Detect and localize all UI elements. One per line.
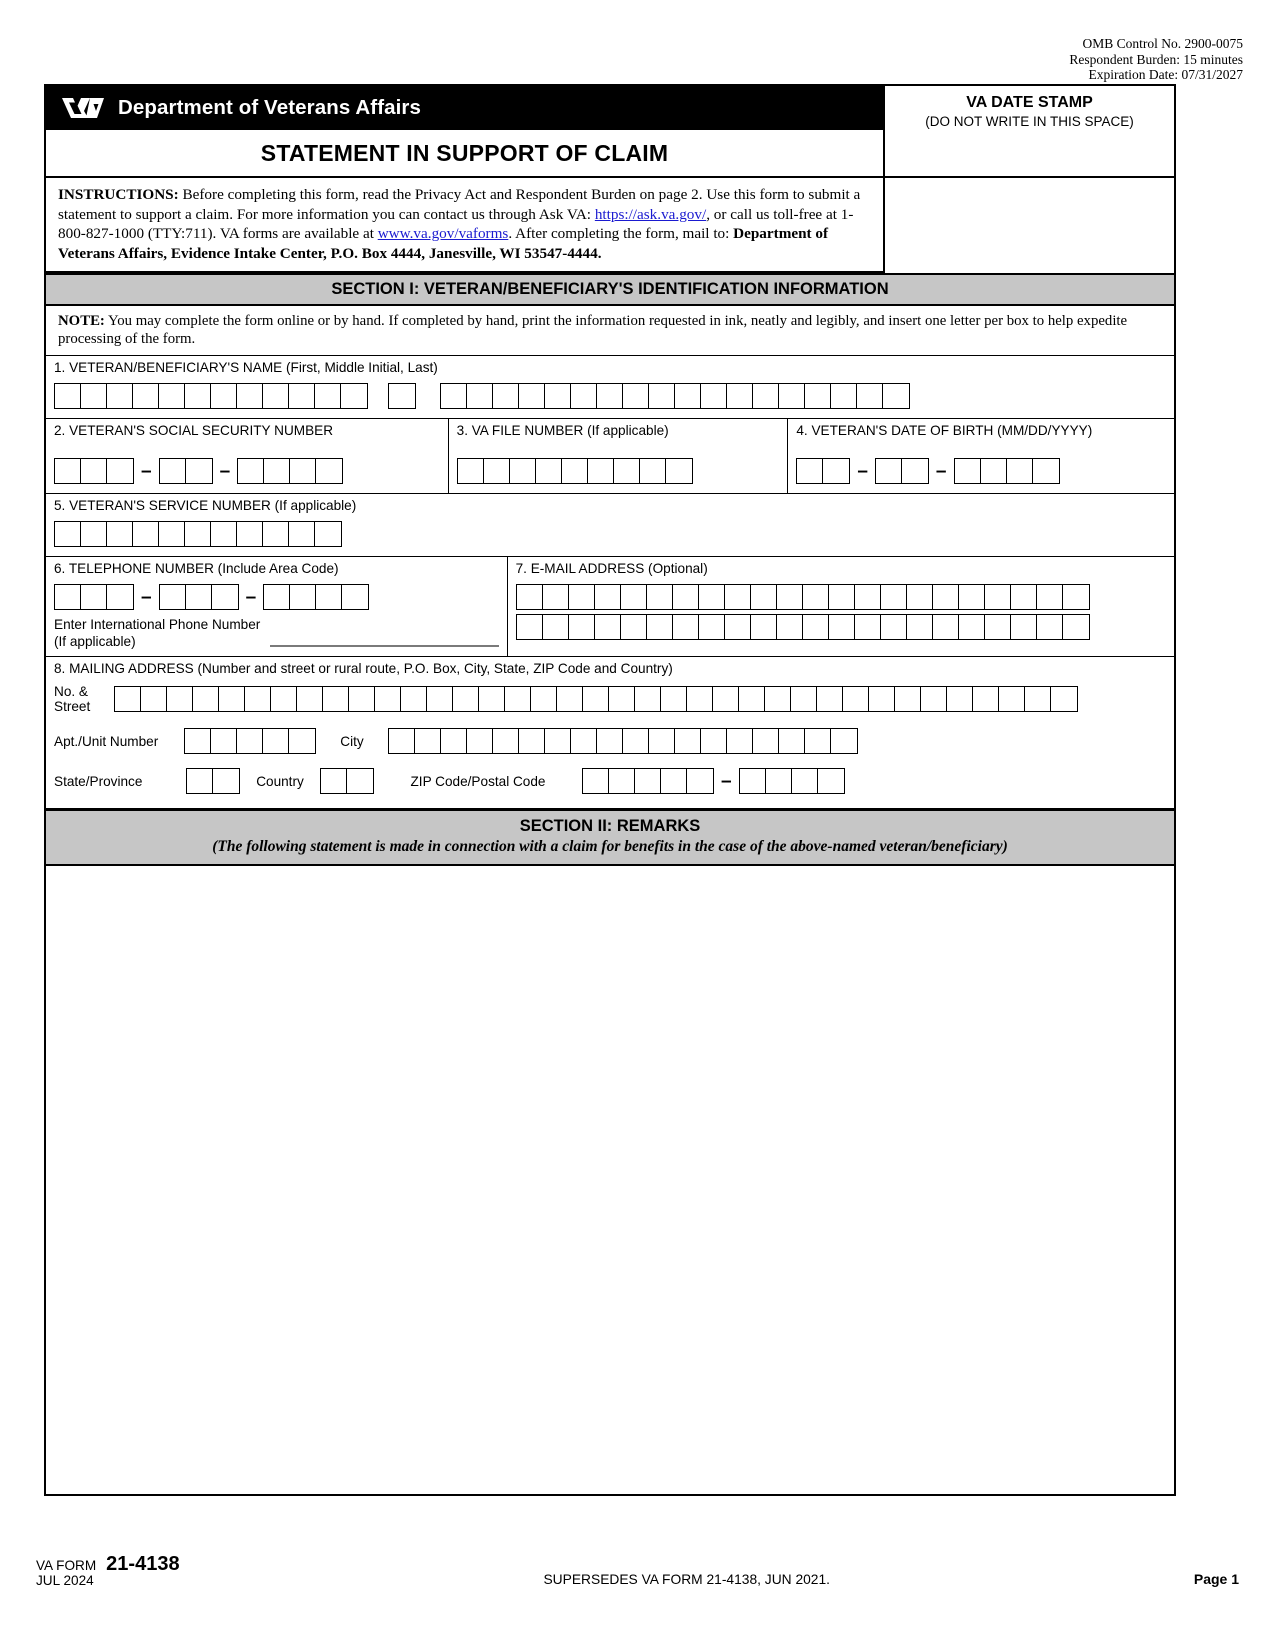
comb-cell[interactable]: [211, 729, 237, 753]
comb-cell[interactable]: [673, 585, 699, 609]
comb-cell[interactable]: [713, 687, 739, 711]
comb-cell[interactable]: [493, 384, 519, 408]
comb-cell[interactable]: [160, 459, 186, 483]
phone-dash-2: –: [245, 586, 257, 608]
comb-cell[interactable]: [211, 522, 237, 546]
comb-cell[interactable]: [81, 522, 107, 546]
comb-cell[interactable]: [649, 384, 675, 408]
comb-cell[interactable]: [1025, 687, 1051, 711]
comb-cell[interactable]: [167, 687, 193, 711]
dob-dash-1: –: [857, 460, 868, 482]
dob-day-boxes[interactable]: [875, 458, 929, 484]
comb-cell[interactable]: [185, 384, 211, 408]
comb-cell[interactable]: [531, 687, 557, 711]
comb-cell[interactable]: [290, 459, 316, 483]
comb-cell[interactable]: [543, 585, 569, 609]
va-date-stamp-box: [885, 86, 1174, 176]
comb-cell[interactable]: [588, 459, 614, 483]
comb-cell[interactable]: [779, 729, 805, 753]
city-boxes[interactable]: [388, 728, 858, 754]
comb-cell[interactable]: [583, 769, 609, 793]
note-text: You may complete the form online or by hand. If completed by hand, print the information requested in ink, neatly and legibly, and insert one letter per box to help expedite processing of the form.: [58, 313, 1128, 347]
email-boxes-row-2[interactable]: [516, 614, 1090, 640]
mail-to-address: Department of Veterans Affairs, Evidence Intake Center, P.O. Box 4444, Janesville, WI 53547-4444.: [58, 225, 829, 262]
comb-cell[interactable]: [213, 769, 239, 793]
comb-cell[interactable]: [583, 687, 609, 711]
comb-cell[interactable]: [921, 687, 947, 711]
comb-cell[interactable]: [753, 384, 779, 408]
comb-cell[interactable]: [545, 384, 571, 408]
comb-cell[interactable]: [805, 384, 831, 408]
comb-cell[interactable]: [947, 687, 973, 711]
comb-cell[interactable]: [895, 687, 921, 711]
comb-cell[interactable]: [505, 687, 531, 711]
comb-cell[interactable]: [1011, 615, 1037, 639]
comb-cell[interactable]: [791, 687, 817, 711]
country-boxes[interactable]: [320, 768, 374, 794]
comb-cell[interactable]: [1007, 459, 1033, 483]
comb-cell[interactable]: [543, 615, 569, 639]
comb-cell[interactable]: [81, 459, 107, 483]
dob-year-boxes[interactable]: [954, 458, 1060, 484]
comb-cell[interactable]: [907, 615, 933, 639]
comb-cell[interactable]: [817, 687, 843, 711]
zip-dash: –: [721, 770, 732, 792]
comb-cell[interactable]: [133, 384, 159, 408]
comb-cell[interactable]: [238, 459, 264, 483]
label-zip-code: ZIP Code/Postal Code: [410, 773, 546, 789]
comb-cell[interactable]: [219, 687, 245, 711]
comb-cell[interactable]: [855, 615, 881, 639]
comb-cell[interactable]: [212, 585, 238, 609]
section-2-title: SECTION II: REMARKS: [519, 817, 701, 835]
comb-cell[interactable]: [187, 769, 213, 793]
comb-cell[interactable]: [81, 384, 107, 408]
comb-cell[interactable]: [484, 459, 510, 483]
field-va-file-number: [449, 419, 789, 493]
label-street-line1: No. &: [54, 684, 88, 699]
comb-cell[interactable]: [415, 729, 441, 753]
comb-cell[interactable]: [777, 615, 803, 639]
dob-month-boxes[interactable]: [796, 458, 850, 484]
comb-cell[interactable]: [831, 729, 857, 753]
omb-block: [1069, 36, 1243, 83]
zip-plus4-boxes[interactable]: [739, 768, 845, 794]
comb-cell[interactable]: [881, 615, 907, 639]
comb-cell[interactable]: [519, 384, 545, 408]
comb-cell[interactable]: [321, 769, 347, 793]
comb-cell[interactable]: [347, 769, 373, 793]
comb-cell[interactable]: [831, 384, 857, 408]
comb-cell[interactable]: [160, 585, 186, 609]
comb-cell[interactable]: [985, 585, 1011, 609]
label-city: City: [340, 733, 364, 749]
label-veteran-name: 1. VETERAN/BENEFICIARY'S NAME (First, Middle Initial, Last): [54, 360, 438, 375]
field-row-mailing-address: [46, 657, 1174, 809]
footer-form-id: [36, 1553, 180, 1588]
comb-cell[interactable]: [107, 384, 133, 408]
comb-cell[interactable]: [133, 522, 159, 546]
phone-prefix-boxes[interactable]: [159, 584, 239, 610]
comb-cell[interactable]: [401, 687, 427, 711]
comb-cell[interactable]: [264, 459, 290, 483]
international-phone-label: [46, 616, 260, 650]
comb-cell[interactable]: [245, 687, 271, 711]
comb-cell[interactable]: [699, 615, 725, 639]
comb-cell[interactable]: [517, 615, 543, 639]
label-street: [54, 684, 114, 714]
comb-cell[interactable]: [805, 729, 831, 753]
ssn-dash-2: –: [219, 460, 231, 482]
va-seal-icon: [60, 95, 106, 121]
label-telephone: 6. TELEPHONE NUMBER (Include Area Code): [54, 561, 339, 576]
comb-cell[interactable]: [661, 687, 687, 711]
service-number-boxes[interactable]: [54, 521, 342, 547]
comb-cell[interactable]: [797, 459, 823, 483]
comb-cell[interactable]: [389, 729, 415, 753]
label-date-of-birth: 4. VETERAN'S DATE OF BIRTH (MM/DD/YYYY): [796, 423, 1093, 438]
comb-cell[interactable]: [316, 459, 342, 483]
apt-unit-boxes[interactable]: [184, 728, 316, 754]
street-address-boxes[interactable]: [114, 686, 1078, 712]
label-service-number: 5. VETERAN'S SERVICE NUMBER (If applicable): [54, 498, 357, 513]
comb-cell[interactable]: [855, 585, 881, 609]
comb-cell[interactable]: [441, 729, 467, 753]
comb-cell[interactable]: [185, 522, 211, 546]
comb-cell[interactable]: [981, 459, 1007, 483]
comb-cell[interactable]: [869, 687, 895, 711]
field-ssn: [46, 419, 449, 493]
comb-cell[interactable]: [159, 384, 185, 408]
comb-cell[interactable]: [1037, 585, 1063, 609]
comb-cell[interactable]: [959, 615, 985, 639]
footer-form-number: 21-4138: [106, 1553, 180, 1575]
comb-cell[interactable]: [675, 729, 701, 753]
note-label: NOTE:: [58, 313, 105, 329]
comb-cell[interactable]: [751, 585, 777, 609]
label-apt-unit: Apt./Unit Number: [54, 733, 159, 749]
zip-code-boxes[interactable]: [582, 768, 714, 794]
comb-cell[interactable]: [614, 459, 640, 483]
comb-cell[interactable]: [876, 459, 902, 483]
comb-cell[interactable]: [999, 687, 1025, 711]
international-phone-input[interactable]: [270, 633, 498, 647]
comb-cell[interactable]: [985, 615, 1011, 639]
comb-cell[interactable]: [159, 522, 185, 546]
comb-cell[interactable]: [661, 769, 687, 793]
comb-cell[interactable]: [271, 687, 297, 711]
comb-cell[interactable]: [375, 687, 401, 711]
email-boxes-row-1[interactable]: [516, 584, 1090, 610]
instructions-body-3: . After completing the form, mail to:: [508, 225, 730, 242]
label-ssn: 2. VETERAN'S SOCIAL SECURITY NUMBER: [54, 423, 334, 438]
comb-cell[interactable]: [427, 687, 453, 711]
comb-cell[interactable]: [517, 585, 543, 609]
section-1-header: SECTION I: VETERAN/BENEFICIARY'S IDENTIFICATION INFORMATION: [46, 275, 1174, 306]
comb-cell[interactable]: [569, 615, 595, 639]
comb-cell[interactable]: [545, 729, 571, 753]
comb-cell[interactable]: [264, 585, 290, 609]
comb-cell[interactable]: [316, 585, 342, 609]
comb-cell[interactable]: [623, 384, 649, 408]
comb-cell[interactable]: [519, 729, 545, 753]
comb-cell[interactable]: [479, 687, 505, 711]
field-row-service-number: [46, 494, 1174, 557]
form-header: [46, 86, 1174, 178]
comb-cell[interactable]: [883, 384, 909, 408]
footer-va-form-line1: VA FORM: [36, 1558, 97, 1573]
comb-cell[interactable]: [635, 687, 661, 711]
intl-phone-line1: Enter International Phone Number: [54, 617, 261, 632]
comb-cell[interactable]: [701, 729, 727, 753]
comb-cell[interactable]: [955, 459, 981, 483]
comb-cell[interactable]: [881, 585, 907, 609]
va-file-number-boxes[interactable]: [457, 458, 693, 484]
footer-page-number: Page 1: [1193, 1571, 1239, 1587]
comb-cell[interactable]: [699, 585, 725, 609]
comb-cell[interactable]: [933, 615, 959, 639]
comb-cell[interactable]: [569, 585, 595, 609]
comb-cell[interactable]: [193, 687, 219, 711]
ask-va-link[interactable]: https://ask.va.gov/: [594, 205, 707, 223]
comb-cell[interactable]: [649, 729, 675, 753]
comb-cell[interactable]: [777, 585, 803, 609]
comb-cell[interactable]: [55, 522, 81, 546]
comb-cell[interactable]: [315, 522, 341, 546]
comb-cell[interactable]: [211, 384, 237, 408]
phone-line-boxes[interactable]: [263, 584, 369, 610]
comb-cell[interactable]: [843, 687, 869, 711]
comb-cell[interactable]: [701, 384, 727, 408]
instructions-label: INSTRUCTIONS:: [58, 186, 179, 203]
intl-phone-line2: (If applicable): [54, 634, 136, 649]
comb-cell[interactable]: [1037, 615, 1063, 639]
comb-cell[interactable]: [902, 459, 928, 483]
comb-cell[interactable]: [803, 615, 829, 639]
date-stamp-title: VA DATE STAMP: [966, 94, 1093, 111]
va-forms-link[interactable]: www.va.gov/vaforms: [377, 225, 509, 242]
comb-cell[interactable]: [141, 687, 167, 711]
comb-cell[interactable]: [1063, 585, 1089, 609]
name-inputs: [46, 377, 1174, 418]
state-province-boxes[interactable]: [186, 768, 240, 794]
comb-cell[interactable]: [81, 585, 107, 609]
footer-va-form-date: JUL 2024: [36, 1573, 94, 1588]
section-2-header: [46, 809, 1174, 866]
ssn-area-boxes[interactable]: [54, 458, 134, 484]
comb-cell[interactable]: [973, 687, 999, 711]
ssn-dash-1: –: [141, 460, 152, 482]
section-1-note: [46, 306, 1174, 356]
comb-cell[interactable]: [1033, 459, 1059, 483]
comb-cell[interactable]: [739, 687, 765, 711]
form-frame: [44, 84, 1176, 1496]
comb-cell[interactable]: [765, 687, 791, 711]
comb-cell[interactable]: [621, 585, 647, 609]
instructions-text: [46, 178, 885, 273]
instructions-body-2: , or call us toll-free at 1-800-827-1000 (TTY:711). VA forms are available at: [58, 205, 854, 242]
comb-cell[interactable]: [263, 384, 289, 408]
section-2-subtitle: (The following statement is made in connection with a claim for benefits in the case of the above-named veteran/beneficiary): [212, 838, 1008, 855]
va-brand-bar: [46, 86, 883, 130]
field-date-of-birth: [788, 419, 1174, 493]
comb-cell[interactable]: [186, 459, 212, 483]
phone-area-boxes[interactable]: [54, 584, 134, 610]
comb-cell[interactable]: [792, 769, 818, 793]
comb-cell[interactable]: [803, 585, 829, 609]
comb-cell[interactable]: [115, 687, 141, 711]
comb-cell[interactable]: [290, 585, 316, 609]
comb-cell[interactable]: [510, 459, 536, 483]
comb-cell[interactable]: [263, 729, 289, 753]
comb-cell[interactable]: [597, 729, 623, 753]
comb-cell[interactable]: [818, 769, 844, 793]
comb-cell[interactable]: [107, 585, 133, 609]
comb-cell[interactable]: [595, 615, 621, 639]
comb-cell[interactable]: [647, 615, 673, 639]
field-telephone: [46, 557, 508, 656]
comb-cell[interactable]: [727, 729, 753, 753]
comb-cell[interactable]: [687, 687, 713, 711]
label-email: 7. E-MAIL ADDRESS (Optional): [515, 561, 708, 576]
comb-cell[interactable]: [342, 585, 368, 609]
comb-cell[interactable]: [597, 384, 623, 408]
comb-cell[interactable]: [237, 384, 263, 408]
comb-cell[interactable]: [289, 729, 315, 753]
form-footer: [36, 1553, 1239, 1588]
comb-cell[interactable]: [289, 384, 315, 408]
instructions-body-1: Before completing this form, read the Privacy Act and Respondent Burden on page 2. Use this form to submit a statement to support a claim. For more information you can contact us through Ask VA:: [58, 186, 861, 223]
dob-dash-2: –: [935, 460, 947, 482]
comb-cell[interactable]: [779, 384, 805, 408]
agency-name: Department of Veterans Affairs: [118, 96, 421, 119]
last-name-boxes[interactable]: [440, 383, 910, 409]
footer-va-form-label: [36, 1558, 96, 1588]
comb-cell[interactable]: [571, 729, 597, 753]
label-country: Country: [256, 773, 304, 789]
middle-initial-box[interactable]: [388, 383, 416, 409]
comb-cell[interactable]: [829, 615, 855, 639]
comb-cell[interactable]: [493, 729, 519, 753]
comb-cell[interactable]: [557, 687, 583, 711]
first-name-boxes[interactable]: [54, 383, 368, 409]
instructions-row: [46, 178, 1174, 275]
header-left: [46, 86, 885, 176]
comb-cell[interactable]: [536, 459, 562, 483]
date-stamp-subtitle: (DO NOT WRITE IN THIS SPACE): [925, 114, 1134, 129]
label-va-file-number: 3. VA FILE NUMBER (If applicable): [456, 423, 669, 438]
comb-cell[interactable]: [1011, 585, 1037, 609]
comb-cell[interactable]: [441, 384, 467, 408]
footer-supersedes: SUPERSEDES VA FORM 21-4138, JUN 2021.: [543, 1572, 830, 1587]
comb-cell[interactable]: [467, 729, 493, 753]
comb-cell[interactable]: [609, 769, 635, 793]
comb-cell[interactable]: [315, 384, 341, 408]
instructions-right-blank: [885, 178, 1174, 273]
comb-cell[interactable]: [341, 384, 367, 408]
comb-cell[interactable]: [766, 769, 792, 793]
remarks-textarea[interactable]: [46, 866, 1174, 1478]
comb-cell[interactable]: [1063, 615, 1089, 639]
comb-cell[interactable]: [349, 687, 375, 711]
field-row-name: [46, 356, 1174, 419]
comb-cell[interactable]: [289, 522, 315, 546]
comb-cell[interactable]: [185, 729, 211, 753]
comb-cell[interactable]: [453, 687, 479, 711]
comb-cell[interactable]: [595, 585, 621, 609]
comb-cell[interactable]: [467, 384, 493, 408]
comb-cell[interactable]: [458, 459, 484, 483]
comb-cell[interactable]: [621, 615, 647, 639]
comb-cell[interactable]: [673, 615, 699, 639]
label-state-province: State/Province: [54, 773, 143, 789]
comb-cell[interactable]: [959, 585, 985, 609]
comb-cell[interactable]: [323, 687, 349, 711]
omb-control: OMB Control No. 2900-0075: [1082, 36, 1243, 51]
comb-cell[interactable]: [751, 615, 777, 639]
comb-cell[interactable]: [823, 459, 849, 483]
comb-cell[interactable]: [725, 585, 751, 609]
comb-cell[interactable]: [297, 687, 323, 711]
comb-cell[interactable]: [687, 769, 713, 793]
comb-cell[interactable]: [55, 384, 81, 408]
comb-cell[interactable]: [675, 384, 701, 408]
comb-cell[interactable]: [107, 459, 133, 483]
ssn-serial-boxes[interactable]: [237, 458, 343, 484]
comb-cell[interactable]: [389, 384, 415, 408]
label-street-line2: Street: [54, 699, 91, 714]
comb-cell[interactable]: [237, 729, 263, 753]
comb-cell[interactable]: [55, 585, 81, 609]
ssn-group-boxes[interactable]: [159, 458, 213, 484]
comb-cell[interactable]: [186, 585, 212, 609]
comb-cell[interactable]: [55, 459, 81, 483]
label-mailing-address: 8. MAILING ADDRESS (Number and street or rural route, P.O. Box, City, State, ZIP Code and Country): [54, 661, 673, 676]
comb-cell[interactable]: [829, 585, 855, 609]
comb-cell[interactable]: [933, 585, 959, 609]
comb-cell[interactable]: [907, 585, 933, 609]
comb-cell[interactable]: [727, 384, 753, 408]
comb-cell[interactable]: [647, 585, 673, 609]
comb-cell[interactable]: [753, 729, 779, 753]
field-row-ssn-vafile-dob: [46, 419, 1174, 494]
omb-expiration: Expiration Date: 07/31/2027: [1088, 67, 1243, 82]
form-title: STATEMENT IN SUPPORT OF CLAIM: [260, 139, 669, 166]
comb-cell[interactable]: [623, 729, 649, 753]
comb-cell[interactable]: [640, 459, 666, 483]
omb-burden: Respondent Burden: 15 minutes: [1069, 51, 1243, 67]
comb-cell[interactable]: [857, 384, 883, 408]
phone-dash-1: –: [141, 586, 152, 608]
comb-cell[interactable]: [740, 769, 766, 793]
comb-cell[interactable]: [1051, 687, 1077, 711]
comb-cell[interactable]: [571, 384, 597, 408]
comb-cell[interactable]: [263, 522, 289, 546]
comb-cell[interactable]: [237, 522, 263, 546]
comb-cell[interactable]: [107, 522, 133, 546]
comb-cell[interactable]: [562, 459, 588, 483]
comb-cell[interactable]: [609, 687, 635, 711]
comb-cell[interactable]: [635, 769, 661, 793]
comb-cell[interactable]: [725, 615, 751, 639]
field-email: [508, 557, 1174, 656]
comb-cell[interactable]: [666, 459, 692, 483]
field-row-phone-email: [46, 557, 1174, 657]
